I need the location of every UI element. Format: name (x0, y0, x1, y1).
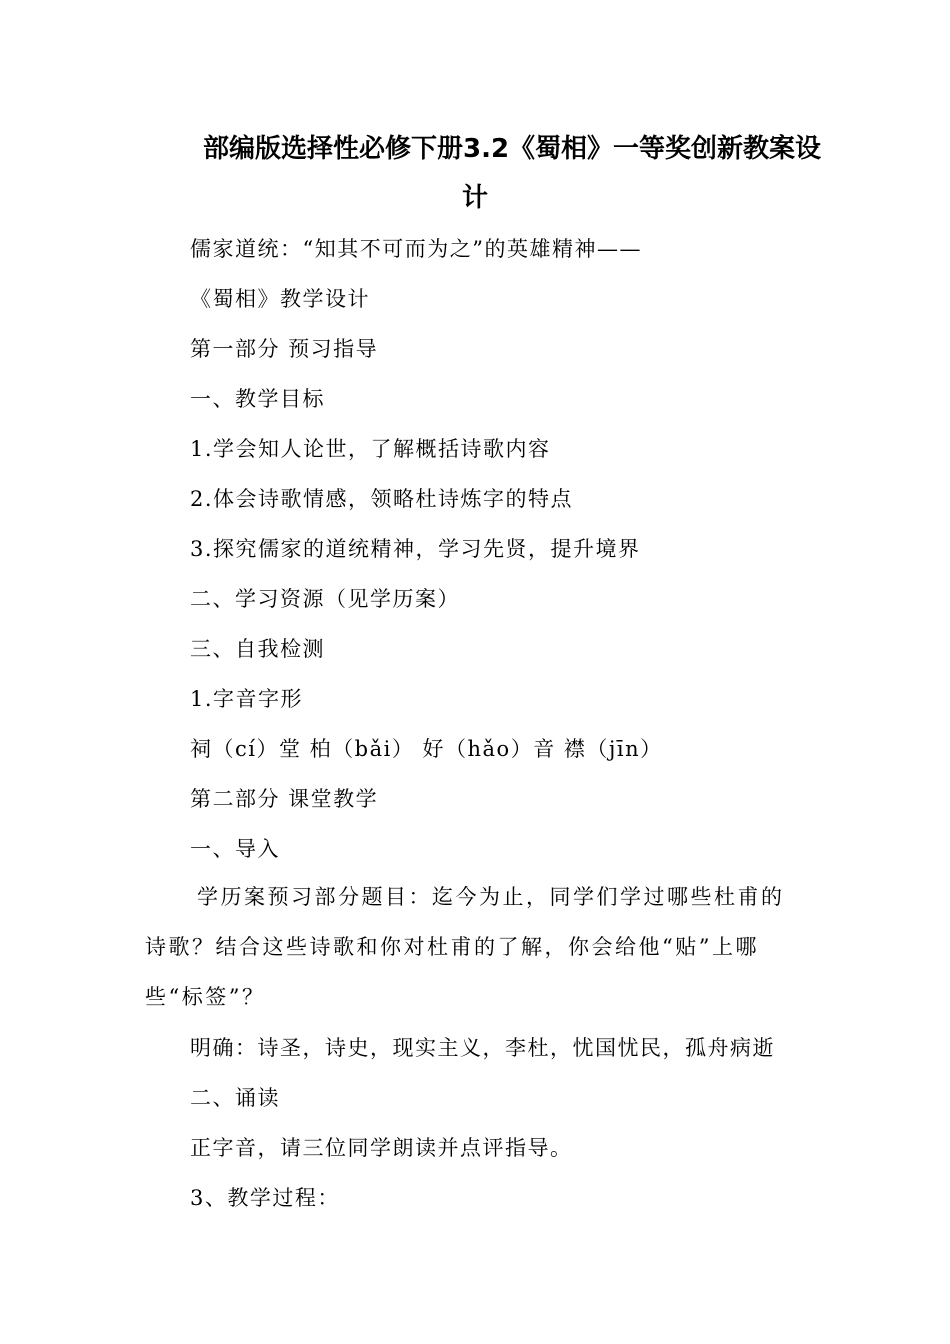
heading-teaching-goals: 一、教学目标 (190, 387, 325, 411)
heading-learning-resources: 二、学习资源（见学历案） (190, 587, 460, 611)
goal-item-3: 3.探究儒家的道统精神，学习先贤，提升境界 (190, 537, 641, 561)
section-heading-part-two: 第二部分 课堂教学 (190, 787, 379, 811)
recitation-instruction: 正字音，请三位同学朗读并点评指导。 (190, 1136, 573, 1160)
goal-item-1: 1.学会知人论世，了解概括诗歌内容 (190, 437, 551, 461)
subtitle-line: 儒家道统：“知其不可而为之”的英雄精神—— (190, 237, 642, 261)
subtitle-line-2: 《蜀相》教学设计 (190, 287, 370, 311)
goal-item-2: 2.体会诗歌情感，领略杜诗炼字的特点 (190, 487, 574, 511)
heading-recitation: 二、诵读 (190, 1086, 280, 1110)
heading-self-check: 三、自我检测 (190, 637, 325, 661)
self-check-item-1: 1.字音字形 (190, 687, 304, 711)
heading-introduction: 一、导入 (190, 837, 280, 861)
document-title-line-1: 部编版选择性必修下册3.2《蜀相》一等奖创新教案设 (203, 134, 822, 164)
pronunciation-line: 祠（cí）堂 柏（bǎi） 好（hǎo）音 襟（jīn） (190, 737, 663, 761)
document-title-line-2: 计 (461, 183, 488, 213)
answer-line: 明确：诗圣，诗史，现实主义，李杜，忧国忧民，孤舟病逝 (190, 1036, 775, 1060)
heading-teaching-process: 3、教学过程： (190, 1186, 340, 1210)
section-heading-part-one: 第一部分 预习指导 (190, 337, 379, 361)
question-paragraph: 学历案预习部分题目：迄今为止，同学们学过哪些杜甫的诗歌？结合这些诗歌和你对杜甫的了解，你会给他“贴”上哪些“标签”？ (145, 885, 785, 1009)
